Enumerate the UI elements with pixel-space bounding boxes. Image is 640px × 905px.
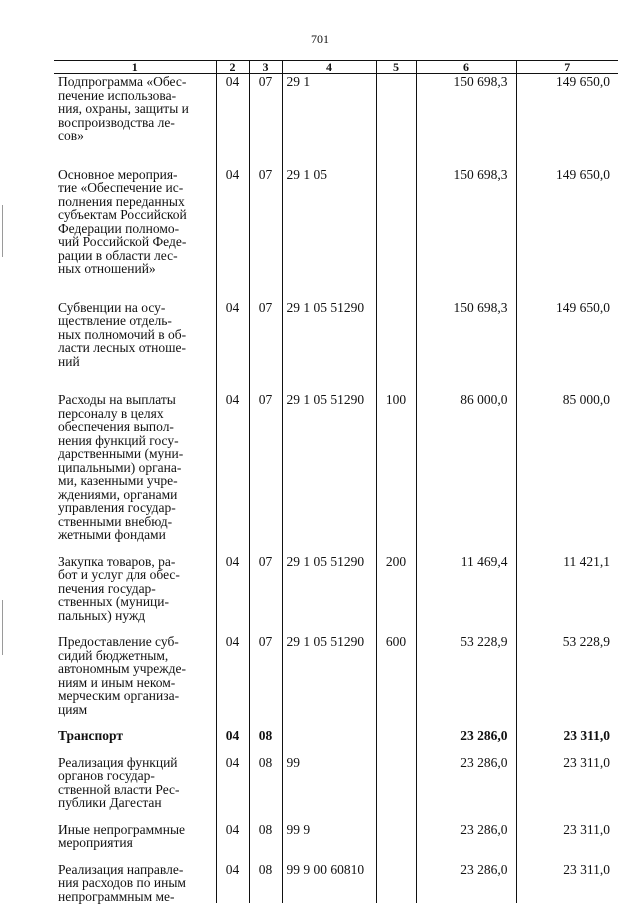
row-section-cell: 04 [216, 822, 249, 862]
row-expense-type-cell [376, 728, 416, 755]
row-expense-type-cell [376, 74, 416, 167]
row-amount-year1-cell: 150 698,3 [416, 300, 516, 393]
row-amount-year2-cell: 23 311,0 [516, 728, 618, 755]
table-row [54, 634, 618, 728]
table-row [54, 554, 618, 635]
row-target-article-cell: 99 9 [282, 822, 376, 862]
row-target-article-cell: 99 [282, 755, 376, 822]
row-subsection-cell: 08 [249, 822, 282, 862]
row-expense-type-cell: 600 [376, 634, 416, 728]
scan-margin-mark-bottom [2, 600, 3, 655]
row-expense-type-cell: 200 [376, 554, 416, 635]
row-name-cell: Предоставление суб- сидий бюджетным, автономным учрежде- ниям и иным неком- мерческим организа- циям [54, 634, 216, 728]
row-amount-year1-cell: 23 286,0 [416, 755, 516, 822]
row-section-cell: 04 [216, 74, 249, 167]
row-subsection-cell: 07 [249, 634, 282, 728]
budget-table [54, 60, 618, 903]
row-target-article-cell: 29 1 [282, 74, 376, 167]
row-amount-year1-cell: 150 698,3 [416, 74, 516, 167]
row-amount-year1-cell: 53 228,9 [416, 634, 516, 728]
row-section-cell: 04 [216, 554, 249, 635]
row-section-cell: 04 [216, 755, 249, 822]
scan-margin-mark-top [2, 205, 3, 257]
row-amount-year2-cell: 149 650,0 [516, 74, 618, 167]
column-header-2: 2 [216, 61, 249, 74]
row-subsection-cell: 08 [249, 862, 282, 904]
row-expense-type-cell [376, 755, 416, 822]
row-expense-type-cell: 100 [376, 392, 416, 554]
row-target-article-cell: 29 1 05 51290 [282, 300, 376, 393]
row-target-article-cell: 29 1 05 51290 [282, 392, 376, 554]
row-name-cell: Закупка товаров, ра- бот и услуг для обес- печения государ- ственных (муници- пальных) нужд [54, 554, 216, 635]
table-row [54, 300, 618, 393]
column-header-6: 6 [416, 61, 516, 74]
row-section-cell: 04 [216, 862, 249, 904]
column-header-4: 4 [282, 61, 376, 74]
row-section-cell: 04 [216, 728, 249, 755]
row-name-cell: Реализация направле- ния расходов по иным непрограммным ме- [54, 862, 216, 904]
row-name-cell: Подпрограмма «Обес- печение использова- ния, охраны, защиты и воспроизводства ле- сов» [54, 74, 216, 167]
row-name-cell: Субвенции на осу- ществление отдель- ных полномочий в об- ласти лесных отноше- ний [54, 300, 216, 393]
row-name-cell: Расходы на выплаты персоналу в целях обеспечения выпол- нения функций госу- дарственными (муни- ципальными) органа- ми, казенными учре- ждениями, органами управления государ- ственными внебюд- жетными фондами [54, 392, 216, 554]
row-expense-type-cell [376, 862, 416, 904]
row-amount-year2-cell: 149 650,0 [516, 167, 618, 300]
row-amount-year1-cell: 23 286,0 [416, 822, 516, 862]
column-header-5: 5 [376, 61, 416, 74]
row-expense-type-cell [376, 300, 416, 393]
table-row [54, 74, 618, 167]
row-target-article-cell: 29 1 05 51290 [282, 634, 376, 728]
row-amount-year2-cell: 53 228,9 [516, 634, 618, 728]
row-amount-year2-cell: 23 311,0 [516, 822, 618, 862]
row-amount-year2-cell: 149 650,0 [516, 300, 618, 393]
table-row [54, 167, 618, 300]
row-subsection-cell: 08 [249, 755, 282, 822]
table-body [54, 74, 618, 904]
row-amount-year1-cell: 86 000,0 [416, 392, 516, 554]
row-amount-year1-cell: 11 469,4 [416, 554, 516, 635]
row-section-cell: 04 [216, 392, 249, 554]
table-row [54, 728, 618, 755]
row-amount-year2-cell: 23 311,0 [516, 755, 618, 822]
row-expense-type-cell [376, 167, 416, 300]
row-subsection-cell: 07 [249, 74, 282, 167]
row-target-article-cell: 99 9 00 60810 [282, 862, 376, 904]
table-row [54, 822, 618, 862]
row-expense-type-cell [376, 822, 416, 862]
row-amount-year2-cell: 85 000,0 [516, 392, 618, 554]
table-row [54, 755, 618, 822]
column-header-3: 3 [249, 61, 282, 74]
row-section-cell: 04 [216, 167, 249, 300]
row-amount-year1-cell: 23 286,0 [416, 728, 516, 755]
row-target-article-cell [282, 728, 376, 755]
row-subsection-cell: 07 [249, 554, 282, 635]
column-header-7: 7 [516, 61, 618, 74]
row-amount-year2-cell: 11 421,1 [516, 554, 618, 635]
row-amount-year2-cell: 23 311,0 [516, 862, 618, 904]
column-header-1: 1 [54, 61, 216, 74]
table-row [54, 392, 618, 554]
row-section-cell: 04 [216, 300, 249, 393]
row-subsection-cell: 07 [249, 392, 282, 554]
table-header-row [54, 61, 618, 74]
row-target-article-cell: 29 1 05 51290 [282, 554, 376, 635]
table-row [54, 862, 618, 904]
row-name-cell: Основное мероприя- тие «Обеспечение ис- полнения переданных субъектам Российской Федерации полномо- чий Российской Феде- рации в области лес- ных отношений» [54, 167, 216, 300]
row-amount-year1-cell: 23 286,0 [416, 862, 516, 904]
row-subsection-cell: 07 [249, 167, 282, 300]
row-amount-year1-cell: 150 698,3 [416, 167, 516, 300]
row-name-cell: Иные непрограммные мероприятия [54, 822, 216, 862]
page-number: 701 [311, 32, 329, 46]
row-name-cell: Реализация функций органов государ- ственной власти Рес- публики Дагестан [54, 755, 216, 822]
row-name-cell: Транспорт [54, 728, 216, 755]
row-subsection-cell: 07 [249, 300, 282, 393]
row-target-article-cell: 29 1 05 [282, 167, 376, 300]
row-subsection-cell: 08 [249, 728, 282, 755]
row-section-cell: 04 [216, 634, 249, 728]
